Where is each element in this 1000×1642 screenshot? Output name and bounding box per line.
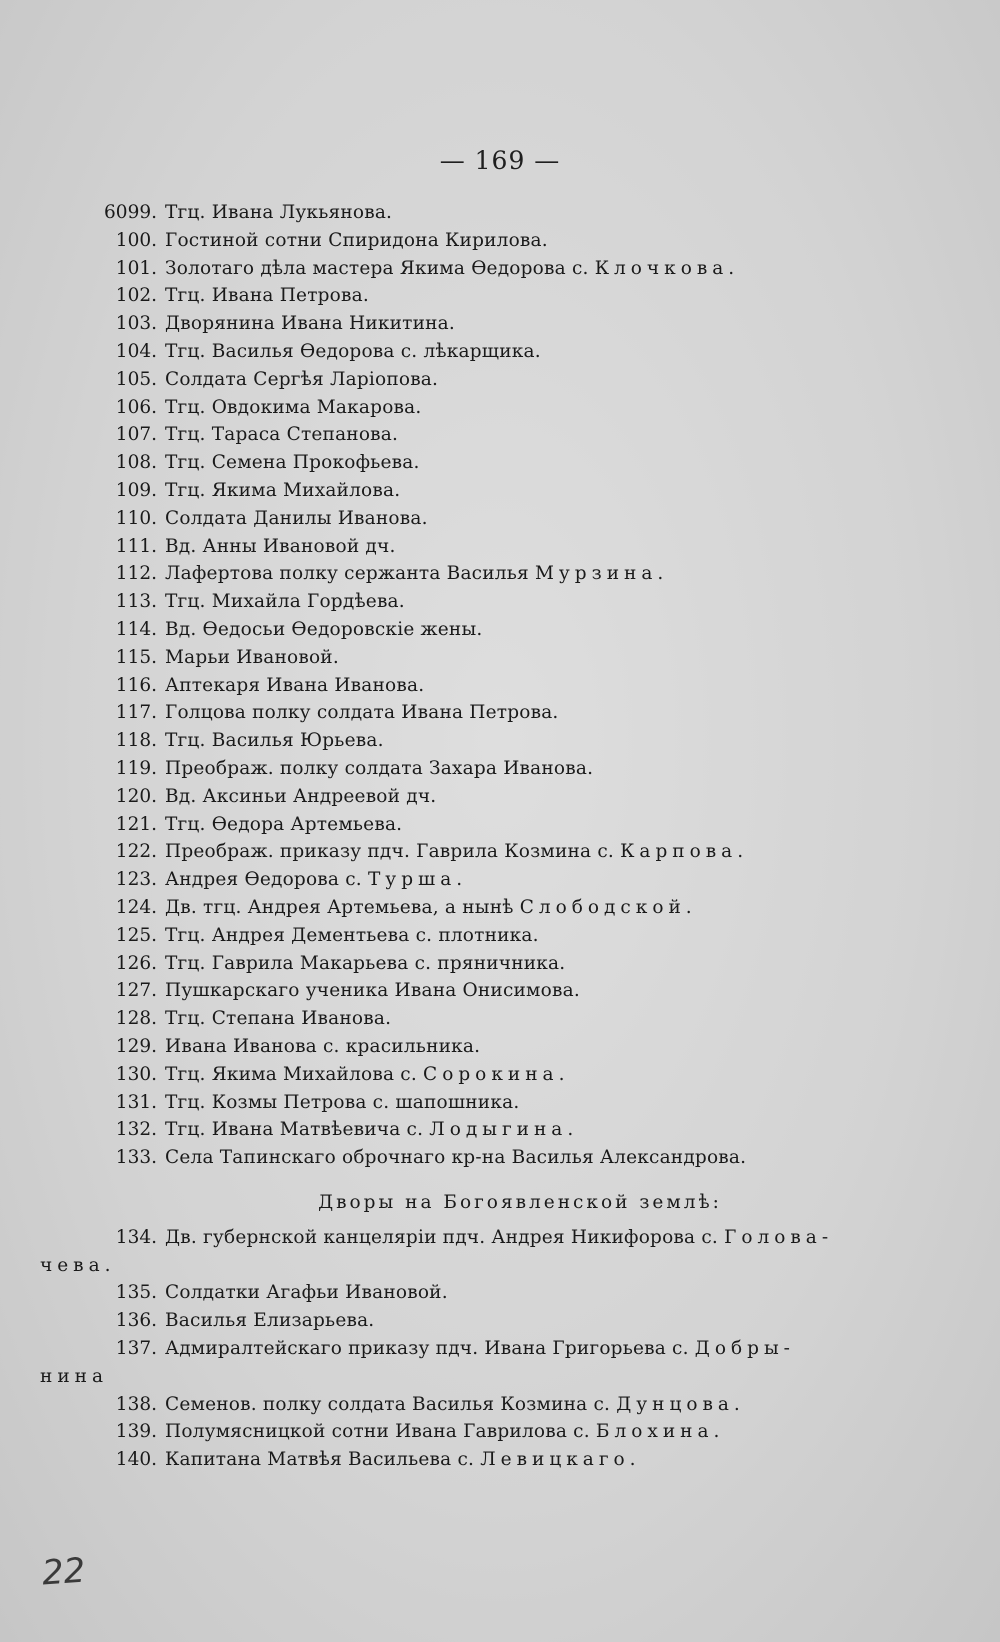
entry-number: 136. xyxy=(115,1310,157,1332)
entry-text-main: Солдатки Агафьи Ивановой. xyxy=(165,1282,448,1304)
entry-number: 106. xyxy=(115,396,157,418)
entry-number: 125. xyxy=(115,924,157,946)
entry-row xyxy=(0,421,1000,449)
entry-row xyxy=(0,699,1000,727)
entry-text-main: Тгц. Василья Ѳедорова с. лѣкарщика. xyxy=(165,340,541,362)
entry-text xyxy=(165,616,482,644)
entry-text-main: Василья Елизарьева. xyxy=(165,1310,375,1332)
entry-row xyxy=(0,310,1000,338)
entry-row xyxy=(0,616,1000,644)
entry-text-main: Дв. тгц. Андрея Артемьева, а нынѣ xyxy=(165,896,514,918)
entry-text-main: Андрея Ѳедорова с. xyxy=(165,869,362,891)
entry-text-main: Тгц. Семена Прокофьева. xyxy=(165,452,420,474)
entry-text-main: Тгц. Овдокима Макарова. xyxy=(165,396,422,418)
entry-number: 110. xyxy=(115,507,157,529)
section-heading: Дворы на Богоявленской землѣ: xyxy=(318,1191,722,1213)
entry-number: 100. xyxy=(115,229,157,251)
entry-text-main: Лафертова полку сержанта Василья xyxy=(165,563,529,585)
entry-row xyxy=(0,811,1000,839)
entry-text xyxy=(165,727,384,755)
entry-text-main: Преображ. приказу пдч. Гаврила Козмина с. xyxy=(165,841,614,863)
entry-row xyxy=(0,366,1000,394)
entry-text xyxy=(165,866,467,894)
entry-row xyxy=(0,505,1000,533)
entry-text xyxy=(165,699,559,727)
entry-row xyxy=(0,1307,1000,1335)
entry-text xyxy=(165,1116,578,1144)
entry-text xyxy=(165,310,455,338)
entry-text xyxy=(165,1005,391,1033)
entry-row xyxy=(0,1116,1000,1144)
entry-number: 116. xyxy=(115,674,157,696)
entry-surname-spaced: Добры- xyxy=(694,1338,795,1360)
entry-surname-spaced: Слободской. xyxy=(519,896,697,918)
entry-text-main: Аптекаря Ивана Иванова. xyxy=(165,674,425,696)
entry-row xyxy=(0,838,1000,866)
entry-text-main: Тгц. Ѳедора Артемьева. xyxy=(165,813,403,835)
entry-text xyxy=(165,1391,745,1419)
entry-row xyxy=(0,449,1000,477)
entry-text xyxy=(165,394,421,422)
entry-text-main: Вд. Аксиньи Андреевой дч. xyxy=(165,785,437,807)
entry-row xyxy=(0,672,1000,700)
entry-text-main: Вд. Ѳедосьи Ѳедоровскіе жены. xyxy=(165,618,483,640)
entry-number: 127. xyxy=(115,980,157,1002)
entry-number: 137. xyxy=(115,1338,157,1360)
entry-row xyxy=(0,282,1000,310)
entry-number: 118. xyxy=(115,730,157,752)
entry-text xyxy=(165,449,420,477)
entry-row xyxy=(0,866,1000,894)
entry-text-main: Золотаго дѣла мастера Якима Ѳедорова с. xyxy=(165,257,589,279)
entry-text xyxy=(165,227,548,255)
entry-row xyxy=(0,950,1000,978)
entry-text-main: Вд. Анны Ивановой дч. xyxy=(165,535,396,557)
entry-text xyxy=(165,1446,641,1474)
entry-row xyxy=(0,1061,1000,1089)
entry-number: 113. xyxy=(115,591,157,613)
entry-text xyxy=(165,338,541,366)
entry-text xyxy=(165,1279,448,1307)
entry-number: 107. xyxy=(115,424,157,446)
entry-text-main: Полумясницкой сотни Ивана Гаврилова с. xyxy=(165,1421,590,1443)
entry-number: 122. xyxy=(115,841,157,863)
entry-number: 6099. xyxy=(104,202,157,223)
entry-text-main: Гостиной сотни Спиридона Кирилова. xyxy=(165,229,548,251)
entry-text-main: Тгц. Козмы Петрова с. шапошника. xyxy=(165,1091,520,1113)
entry-text xyxy=(165,755,593,783)
entry-surname-spaced: Голова- xyxy=(724,1226,834,1248)
entry-number: 112. xyxy=(115,563,157,585)
entry-text-main: Тгц. Ивана Лукьянова. xyxy=(165,202,393,223)
entry-text xyxy=(165,1224,833,1252)
entry-number: 129. xyxy=(115,1035,157,1057)
entry-surname-spaced: Дунцова. xyxy=(616,1393,745,1415)
entry-continuation xyxy=(0,1363,1000,1391)
entry-text xyxy=(165,922,539,950)
entry-text xyxy=(165,950,565,978)
entry-number: 117. xyxy=(115,702,157,724)
entry-row xyxy=(0,1335,1000,1363)
entry-text xyxy=(165,977,580,1005)
entry-surname-spaced: Блохина. xyxy=(595,1421,725,1443)
entry-text xyxy=(165,1307,374,1335)
entry-text-main: Тгц. Ивана Матвѣевича с. xyxy=(165,1119,424,1141)
entry-number: 130. xyxy=(115,1063,157,1085)
entry-surname-spaced: Мурзина. xyxy=(534,563,669,585)
entry-row xyxy=(0,227,1000,255)
entry-row xyxy=(0,588,1000,616)
entry-text xyxy=(165,783,436,811)
entry-text-main: Пушкарскаго ученика Ивана Онисимова. xyxy=(165,980,580,1002)
entry-text xyxy=(165,1061,569,1089)
entry-number: 101. xyxy=(115,257,157,279)
entry-number: 111. xyxy=(115,535,157,557)
entry-text xyxy=(165,477,400,505)
entry-row xyxy=(0,1224,1000,1252)
entry-row xyxy=(0,394,1000,422)
entry-row xyxy=(0,533,1000,561)
entry-text-main: Тгц. Якима Михайлова. xyxy=(165,479,401,501)
entry-text-main: Тгц. Тараса Степанова. xyxy=(165,424,399,446)
entry-text xyxy=(165,1335,795,1363)
entry-surname-spaced: Лодыгина. xyxy=(429,1119,579,1141)
entry-row xyxy=(0,199,1000,227)
entry-text-main: Капитана Матвѣя Васильева с. xyxy=(165,1449,475,1471)
entry-number: 108. xyxy=(115,452,157,474)
entry-row xyxy=(0,1279,1000,1307)
entry-number: 134. xyxy=(115,1226,157,1248)
entry-number: 133. xyxy=(115,1147,157,1169)
entry-number: 124. xyxy=(115,896,157,918)
entry-number: 102. xyxy=(115,285,157,307)
entry-surname-spaced: Турша. xyxy=(367,869,468,891)
entry-number: 139. xyxy=(115,1421,157,1443)
entry-text-main: Солдата Сергѣя Ларіопова. xyxy=(165,368,439,390)
entry-text xyxy=(165,505,428,533)
entry-text xyxy=(165,838,748,866)
entry-number: 121. xyxy=(115,813,157,835)
entry-text-main: Тгц. Степана Иванова. xyxy=(165,1008,392,1030)
entry-number: 109. xyxy=(115,479,157,501)
entry-text xyxy=(165,533,396,561)
entry-text xyxy=(165,421,398,449)
entry-row xyxy=(0,560,1000,588)
entry-number: 103. xyxy=(115,313,157,335)
entry-text xyxy=(165,1418,724,1446)
entry-row xyxy=(0,477,1000,505)
entry-text xyxy=(165,255,739,283)
entry-surname-spaced: Левицкаго. xyxy=(480,1449,641,1471)
entry-text-main: Тгц. Якима Михайлова с. xyxy=(165,1063,417,1085)
entry-text xyxy=(165,1089,519,1117)
entry-text xyxy=(165,1144,746,1172)
entry-number: 138. xyxy=(115,1393,157,1415)
entry-continuation xyxy=(0,1252,1000,1280)
entry-text xyxy=(165,644,339,672)
entry-row xyxy=(0,1391,1000,1419)
entry-row xyxy=(0,338,1000,366)
entry-row xyxy=(0,1033,1000,1061)
handwritten-page-note: 22 xyxy=(40,1550,87,1594)
entry-text-main: Тгц. Андрея Дементьева с. плотника. xyxy=(165,924,539,946)
entry-continuation-text: чева. xyxy=(40,1254,116,1276)
entry-text xyxy=(165,199,392,227)
entry-text xyxy=(165,560,668,588)
entry-text xyxy=(165,588,405,616)
entry-row xyxy=(0,977,1000,1005)
entry-row xyxy=(0,644,1000,672)
entry-number: 120. xyxy=(115,785,157,807)
entry-text-main: Ивана Иванова с. красильника. xyxy=(165,1035,481,1057)
entry-number: 115. xyxy=(115,646,157,668)
entry-number: 114. xyxy=(115,618,157,640)
entry-row xyxy=(0,727,1000,755)
entry-row xyxy=(0,1089,1000,1117)
entry-surname-spaced: Карпова. xyxy=(620,841,749,863)
entry-row xyxy=(0,1005,1000,1033)
entry-text-main: Солдата Данилы Иванова. xyxy=(165,507,428,529)
entry-row xyxy=(0,755,1000,783)
entry-text-main: Дв. губернской канцеляріи пдч. Андрея Никифорова с. xyxy=(165,1226,718,1248)
entry-row xyxy=(0,894,1000,922)
entry-number: 140. xyxy=(115,1449,157,1471)
entry-number: 132. xyxy=(115,1119,157,1141)
entry-text-main: Дворянина Ивана Никитина. xyxy=(165,313,455,335)
entry-text-main: Голцова полку солдата Ивана Петрова. xyxy=(165,702,559,724)
entry-row xyxy=(0,922,1000,950)
entry-text-main: Семенов. полку солдата Василья Козмина с. xyxy=(165,1393,611,1415)
entry-text-main: Тгц. Михайла Гордѣева. xyxy=(165,591,405,613)
entry-text-main: Адмиралтейскаго приказу пдч. Ивана Григорьева с. xyxy=(165,1338,689,1360)
entry-number: 131. xyxy=(115,1091,157,1113)
entries-list xyxy=(0,199,1000,1474)
entry-surname-spaced: Сорокина. xyxy=(423,1063,570,1085)
entry-text-main: Марьи Ивановой. xyxy=(165,646,339,668)
entry-number: 126. xyxy=(115,952,157,974)
entry-text-main: Села Тапинскаго оброчнаго кр-на Василья Александрова. xyxy=(165,1147,747,1169)
entry-text xyxy=(165,811,402,839)
entry-text-main: Тгц. Ивана Петрова. xyxy=(165,285,369,307)
entry-row xyxy=(0,255,1000,283)
entry-row xyxy=(0,1144,1000,1172)
entry-surname-spaced: Клочкова. xyxy=(594,257,740,279)
entry-row xyxy=(0,783,1000,811)
entry-text-main: Тгц. Гаврила Макарьева с. пряничника. xyxy=(165,952,566,974)
entry-text xyxy=(165,672,424,700)
entry-row xyxy=(0,1446,1000,1474)
entry-continuation-text: нина xyxy=(40,1365,109,1387)
entry-text xyxy=(165,894,697,922)
entry-number: 123. xyxy=(115,869,157,891)
entry-text xyxy=(165,282,369,310)
entry-number: 104. xyxy=(115,340,157,362)
page-number: — 169 — xyxy=(439,146,561,175)
entry-text-main: Тгц. Василья Юрьева. xyxy=(165,730,384,752)
entry-number: 128. xyxy=(115,1008,157,1030)
entry-text xyxy=(165,366,438,394)
entry-number: 105. xyxy=(115,368,157,390)
entry-text xyxy=(165,1033,480,1061)
entry-number: 135. xyxy=(115,1282,157,1304)
entry-row xyxy=(0,1418,1000,1446)
entry-number: 119. xyxy=(115,757,157,779)
entry-text-main: Преображ. полку солдата Захара Иванова. xyxy=(165,757,594,779)
